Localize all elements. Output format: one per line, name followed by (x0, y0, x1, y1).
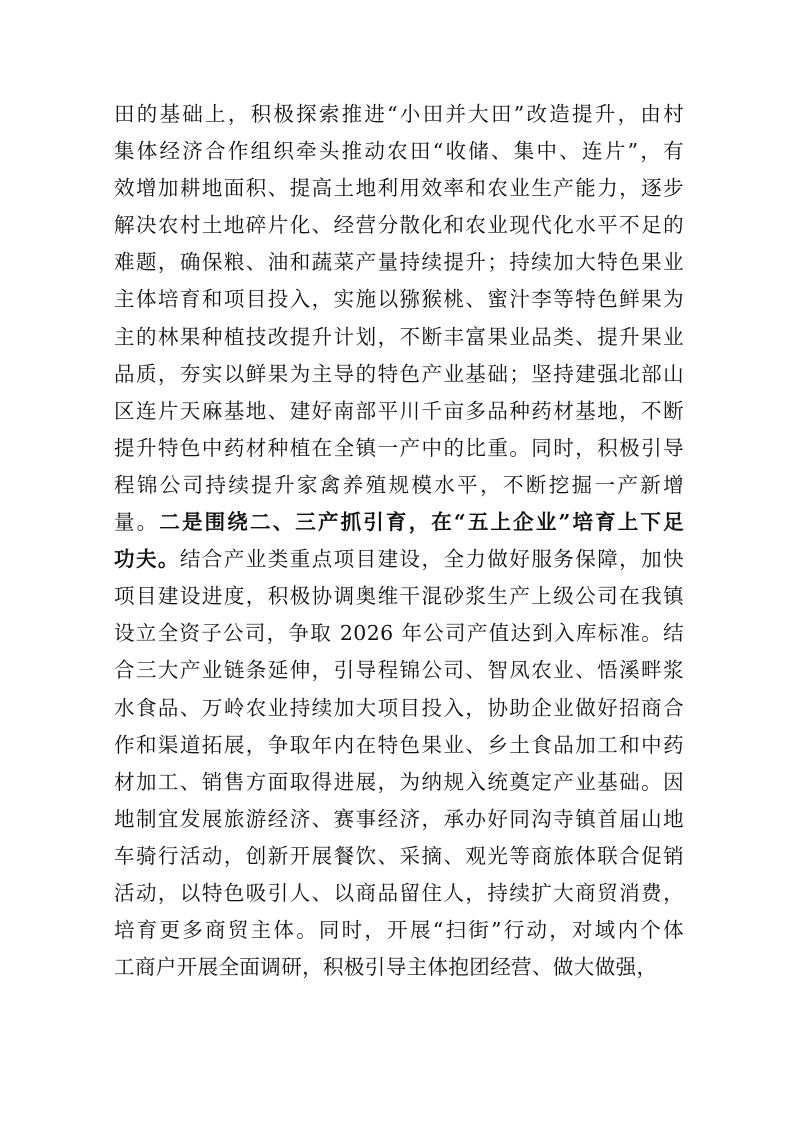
text-line (114, 838, 684, 875)
text-segment: 培育更多商贸主体。同时，开展“扫街”行动，对域内个体 (114, 918, 684, 943)
text-line (114, 207, 684, 244)
text-segment: 难题，确保粮、油和蔬菜产量持续提升；持续加大特色果业 (114, 250, 684, 275)
text-segment: 车骑行活动，创新开展餐饮、采摘、观光等商旅体联合促销 (114, 843, 684, 868)
text-line (114, 244, 684, 281)
text-segment: 合三大产业链条延伸，引导程锦公司、智凤农业、悟溪畔浆 (114, 658, 684, 683)
text-line (114, 281, 684, 318)
text-line (114, 690, 684, 727)
text-segment: 主的林果种植技改提升计划，不断丰富果业品类、提升果业 (114, 324, 684, 349)
text-line (114, 430, 684, 467)
text-line (114, 912, 684, 949)
text-line (114, 319, 684, 356)
text-segment: 品质，夯实以鲜果为主导的特色产业基础；坚持建强北部山 (114, 361, 684, 386)
text-line (114, 764, 684, 801)
text-segment: 项目建设进度，积极协调奥维干混砂浆生产上级公司在我镇 (114, 584, 684, 609)
text-segment: 程锦公司持续提升家禽养殖规模水平，不断挖掘一产新增 (114, 472, 684, 497)
text-line (114, 801, 684, 838)
text-line (114, 133, 684, 170)
text-segment: 结合产业类重点项目建设，全力做好服务保障，加快 (179, 547, 685, 572)
text-line (114, 727, 684, 764)
text-segment: 量。 (114, 510, 160, 535)
bold-text-segment: 功夫。 (114, 547, 180, 572)
text-line (114, 96, 684, 133)
text-segment: 效增加耕地面积、提高土地利用效率和农业生产能力，逐步 (114, 176, 684, 201)
text-line (114, 615, 684, 652)
text-segment: 集体经济合作组织牵头推动农田“收储、集中、连片”，有 (114, 139, 684, 164)
text-segment: 工商户开展全面调研，积极引导主体抱团经营、做大做强， (114, 955, 658, 980)
text-line (114, 541, 684, 578)
text-line (114, 949, 684, 986)
text-segment: 提升特色中药材种植在全镇一产中的比重。同时，积极引导 (114, 435, 684, 460)
text-segment: 作和渠道拓展，争取年内在特色果业、乡土食品加工和中药 (114, 732, 684, 757)
text-line (114, 393, 684, 430)
text-segment: 田的基础上，积极探索推进“小田并大田”改造提升，由村 (114, 102, 684, 126)
text-segment: 材加工、销售方面取得进展，为纳规入统奠定产业基础。因 (114, 769, 684, 794)
text-line (114, 578, 684, 615)
text-line (114, 467, 684, 504)
text-segment: 设立全资子公司，争取 2026 年公司产值达到入库标准。结 (114, 621, 684, 646)
bold-text-segment: 二是围绕二、三产抓引育，在“五上企业”培育上下足 (159, 510, 684, 535)
text-segment: 解决农村土地碎片化、经营分散化和农业现代化水平不足的 (114, 213, 684, 238)
text-segment: 活动，以特色吸引人、以商品留住人，持续扩大商贸消费， (114, 880, 684, 905)
text-segment: 地制宜发展旅游经济、赛事经济，承办好同沟寺镇首届山地 (114, 806, 684, 831)
text-line (114, 875, 684, 912)
text-segment: 主体培育和项目投入，实施以猕猴桃、蜜汁李等特色鲜果为 (114, 287, 684, 312)
body-text (114, 96, 684, 986)
text-segment: 区连片天麻基地、建好南部平川千亩多品种药材基地，不断 (114, 398, 684, 423)
text-line (114, 170, 684, 207)
text-line (114, 504, 684, 541)
text-line (114, 356, 684, 393)
text-segment: 水食品、万岭农业持续加大项目投入，协助企业做好招商合 (114, 695, 684, 720)
text-line (114, 652, 684, 689)
